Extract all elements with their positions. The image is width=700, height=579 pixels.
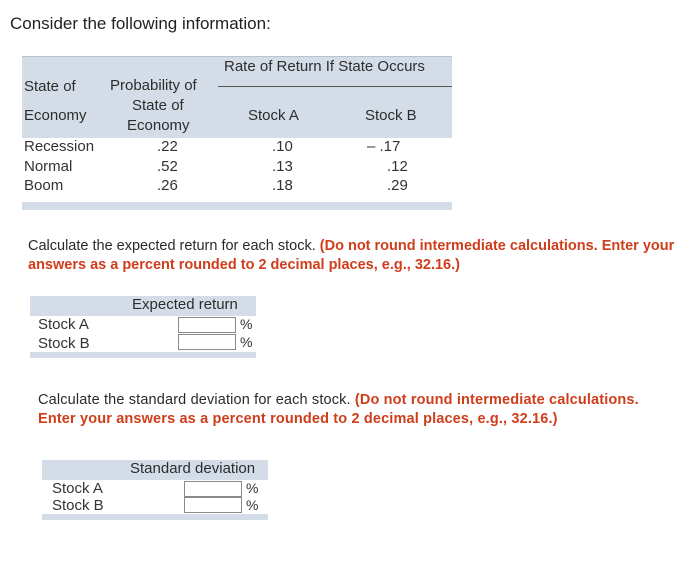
- answer-row-label-stock-b: Stock B: [52, 497, 104, 514]
- percent-unit: %: [240, 316, 253, 332]
- header-probability-line2: State of: [132, 97, 184, 114]
- returns-table: [22, 56, 452, 210]
- problem-heading: Consider the following information:: [10, 14, 271, 33]
- header-stock-b: Stock B: [365, 107, 417, 124]
- answer-footer-band: [42, 514, 268, 520]
- row-state-normal: Normal: [24, 158, 73, 175]
- row-stock-a-boom: .18: [272, 177, 293, 194]
- row-prob-normal: .52: [157, 158, 178, 175]
- header-stock-a: Stock A: [248, 107, 299, 124]
- question-standard-deviation: [38, 391, 678, 429]
- answer-footer-band: [30, 352, 256, 358]
- row-stock-a-normal: .13: [272, 158, 293, 175]
- table-top-border: [22, 56, 452, 57]
- row-stock-a-recession: .10: [272, 138, 293, 155]
- standard-deviation-header: Standard deviation: [130, 460, 256, 477]
- question-instructions: (Do not round intermediate calculations. Enter your answers as a percent rounded to 2 decimal places, e.g., 32.16.): [28, 238, 675, 273]
- percent-unit: %: [246, 480, 259, 496]
- row-stock-b-normal: .12: [387, 158, 408, 175]
- percent-unit: %: [240, 334, 253, 350]
- standard-deviation-answer-table: [42, 460, 268, 520]
- row-stock-b-boom: .29: [387, 177, 408, 194]
- header-group-rule: [218, 86, 452, 87]
- row-stock-b-recession: – .17: [367, 138, 401, 155]
- expected-return-header: Expected return: [132, 296, 238, 313]
- table-footer-band: [22, 202, 452, 210]
- question-instructions: (Do not round intermediate calculations. Enter your answers as a percent rounded to 2 decimal places, e.g., 32.16.): [38, 392, 639, 427]
- row-prob-boom: .26: [157, 177, 178, 194]
- answer-row-label-stock-b: Stock B: [38, 335, 90, 352]
- question-expected-return: [28, 237, 693, 275]
- answer-row-label-stock-a: Stock A: [38, 316, 89, 333]
- header-probability-line3: Economy: [127, 117, 190, 134]
- expected-return-answer-table: [30, 296, 256, 358]
- header-state-line2: Economy: [24, 107, 87, 124]
- expected-return-stock-a-input[interactable]: [178, 317, 236, 333]
- row-state-recession: Recession: [24, 138, 95, 155]
- question-text: Calculate the standard deviation for each stock.: [38, 392, 355, 408]
- standard-deviation-stock-b-input[interactable]: [184, 497, 242, 513]
- row-prob-recession: .22: [157, 138, 178, 155]
- standard-deviation-stock-a-input[interactable]: [184, 481, 242, 497]
- percent-unit: %: [246, 497, 259, 513]
- header-state-line1: State of: [24, 78, 76, 95]
- row-state-boom: Boom: [24, 177, 64, 194]
- expected-return-stock-b-input[interactable]: [178, 334, 236, 350]
- header-probability-line1: Probability of: [110, 77, 197, 94]
- header-rate-of-return: Rate of Return If State Occurs: [224, 58, 425, 75]
- question-text: Calculate the expected return for each stock.: [28, 238, 320, 254]
- answer-row-label-stock-a: Stock A: [52, 480, 103, 497]
